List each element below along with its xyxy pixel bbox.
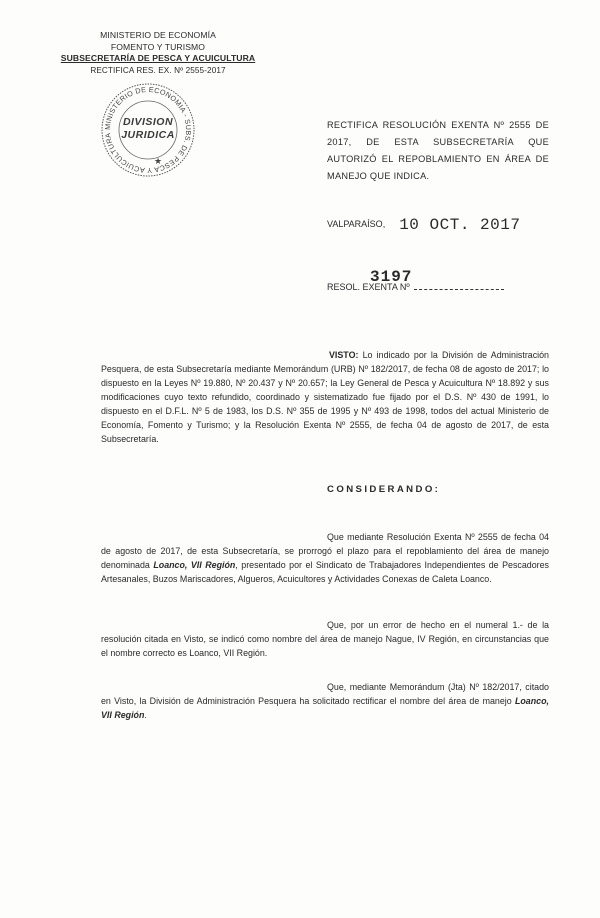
- letterhead: [58, 30, 258, 76]
- star-icon: ★: [154, 156, 163, 166]
- ministry-name: MINISTERIO DE ECONOMÍA: [100, 30, 216, 40]
- ministry-subtitle: FOMENTO Y TURISMO: [110, 41, 206, 52]
- resolution-label: RESOL. EXENTA Nº: [327, 282, 410, 292]
- stamp-ring-text: MINISTERIO DE ECONOMIA - SUBS. DE PESCA Y ACUICULTURA: [102, 84, 194, 176]
- considerando-paragraph-3: [101, 680, 549, 722]
- resolution-line: [327, 282, 504, 292]
- stamp-line-1: DIVISION: [122, 116, 174, 128]
- place: VALPARAÍSO,: [327, 219, 386, 229]
- considerando-heading: CONSIDERANDO:: [327, 484, 441, 495]
- p3-area-name: Loanco, VII Región: [101, 696, 549, 720]
- subsecretaria-name: SUBSECRETARÍA DE PESCA Y ACUICULTURA: [60, 53, 256, 63]
- division-juridica-stamp: [100, 82, 196, 178]
- resolution-blank-line: [414, 289, 504, 290]
- visto-label: VISTO:: [329, 350, 359, 360]
- visto-text: Lo indicado por la División de Administración Pesquera, de esta Subsecretaría mediante Memorándum (URB) Nº 182/2017, de fecha 08 de agosto de 2017; lo dispuesto en la Leyes Nº 19.880, Nº 20.437 y Nº 20.657; la Ley General de Pesca y Acuicultura Nº 18.892 y sus modificaciones cuyo texto refundido, coordinado y sistematizado fue fijado por el D.S. Nº 430 de 1991, lo dispuesto en el D.F.L. Nº 5 de 1983, los D.S. Nº 355 de 1995 y Nº 493 de 1998, todos del actual Ministerio de Economía, Fomento y Turismo; y la Resolución Exenta Nº 2555, de fecha 04 de agosto de 2017, de esta Subsecretaría.: [101, 350, 549, 444]
- p1-area-name: Loanco, VII Región: [153, 560, 236, 570]
- p2-text: Que, por un error de hecho en el numeral 1.- de la resolución citada en Visto, se indicó como nombre del área de manejo Nague, IV Región, en circunstancias que el nombre correcto es Loanco, VII Región.: [101, 620, 549, 658]
- considerando-paragraph-2: [101, 618, 549, 660]
- stamp-line-2: JURIDICA: [121, 129, 175, 141]
- considerando-paragraph-1: [101, 530, 549, 586]
- p3-text-pre: Que, mediante Memorándum (Jta) Nº 182/2017, citado en Visto, la División de Administración Pesquera ha solicitado rectificar el nombre del área de manejo: [101, 682, 549, 706]
- resolution-number: 3197: [370, 268, 413, 286]
- p3-text-post: .: [144, 710, 147, 720]
- visto-paragraph: [101, 348, 549, 446]
- p1-text-pre: Que mediante Resolución Exenta Nº 2555 de fecha 04 de agosto de 2017, de esta Subsecretaría, se prorrogó el plazo para el repoblamiento del área de manejo denominada: [101, 532, 549, 570]
- reference-line: RECTIFICA RES. EX. Nº 2555-2017: [90, 65, 226, 75]
- p1-text-post: , presentado por el Sindicato de Trabajadores Independientes de Pescadores Artesanales, Buzos Mariscadores, Algueros, Acuicultores y Actividades Conexas de Caleta Loanco.: [101, 560, 549, 584]
- document-subject: RECTIFICA RESOLUCIÓN EXENTA Nº 2555 DE 2017, DE ESTA SUBSECRETARÍA QUE AUTORIZÓ EL REPOBLAMIENTO EN ÁREA DE MANEJO QUE INDICA.: [327, 120, 549, 181]
- place-and-date: [327, 216, 520, 234]
- date-stamp: 10 OCT. 2017: [399, 216, 521, 234]
